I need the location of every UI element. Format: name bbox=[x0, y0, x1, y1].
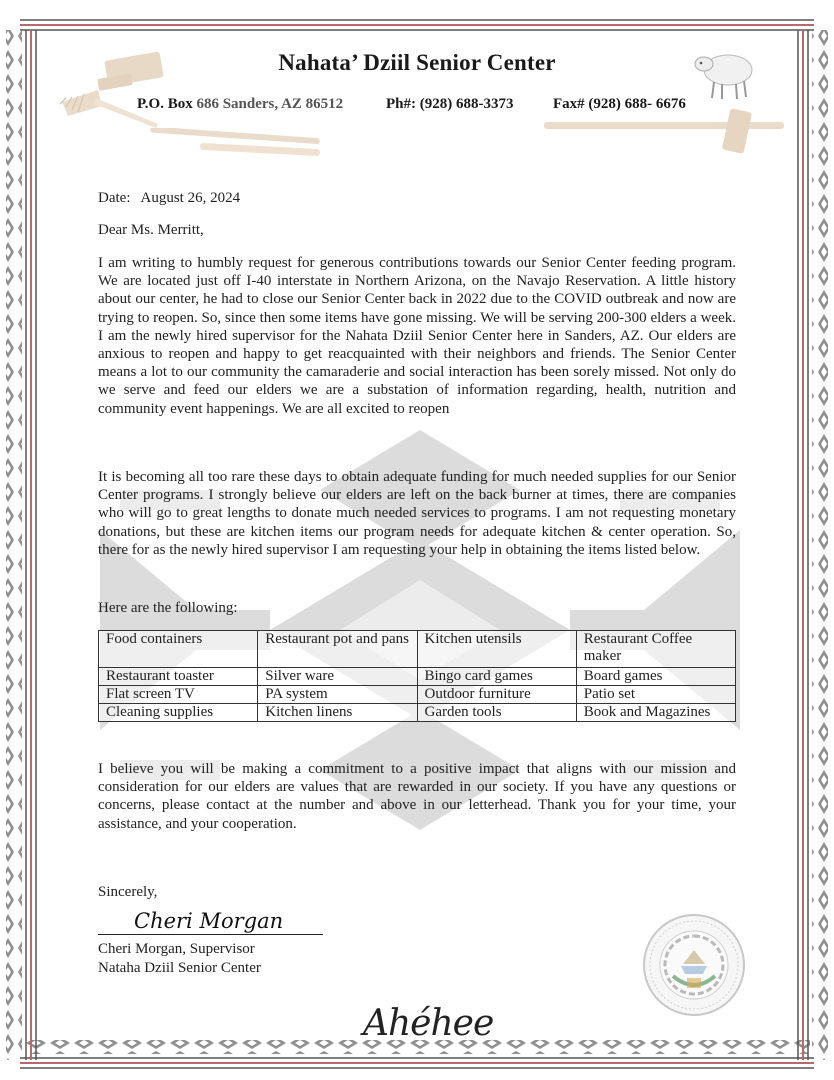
signature-line bbox=[98, 911, 323, 935]
table-cell: Book and Magazines bbox=[576, 704, 735, 722]
paragraph-funding bbox=[98, 468, 736, 559]
paragraph-commitment bbox=[98, 760, 736, 833]
signer-organization: Nataha Dziil Senior Center bbox=[98, 960, 261, 976]
letterhead-phone: Ph#: (928) 688-3373 bbox=[386, 96, 514, 112]
table-cell: Cleaning supplies bbox=[99, 704, 258, 722]
ahehee-thank-you-script: Ahéhee bbox=[363, 1003, 494, 1044]
table-cell: PA system bbox=[258, 686, 417, 704]
date-label: Date: bbox=[98, 190, 131, 206]
table-cell: Garden tools bbox=[417, 704, 576, 722]
letterhead-title: Nahata’ Dziil Senior Center bbox=[278, 50, 556, 75]
weaving-sticks-icon bbox=[130, 128, 330, 168]
table-cell: Restaurant Coffee maker bbox=[576, 631, 735, 668]
table-row bbox=[99, 668, 736, 686]
signature-underline bbox=[98, 934, 323, 935]
po-box-label: P.O. Box bbox=[137, 96, 193, 112]
table-cell: Silver ware bbox=[258, 668, 417, 686]
navajo-nation-seal-icon bbox=[641, 912, 747, 1018]
table-cell: Outdoor furniture bbox=[417, 686, 576, 704]
letterhead-fax: Fax# (928) 688- 6676 bbox=[553, 96, 686, 112]
table-cell: Bingo card games bbox=[417, 668, 576, 686]
po-box-address: 686 Sanders, AZ 86512 bbox=[196, 96, 344, 112]
table-row bbox=[99, 686, 736, 704]
table-cell: Patio set bbox=[576, 686, 735, 704]
table-cell: Kitchen utensils bbox=[417, 631, 576, 668]
paragraph-2-text: It is becoming all too rare these days to obtain adequate funding for much needed supplies for our Senior Center programs. I strongly believe our elders are left on the back burner at times, there are companies who will go to great lengths to donate much needed services to programs. I am not requesting monetary donations, but these are kitchen items our program needs for adequate kitchen & center operation. So, there for as the newly hired supervisor I am requesting your help in obtaining the items listed below. bbox=[98, 469, 736, 558]
paragraph-request bbox=[98, 254, 736, 418]
salutation: Dear Ms. Merritt, bbox=[98, 222, 204, 238]
letterhead-address bbox=[137, 96, 343, 113]
letter-date bbox=[98, 190, 240, 207]
items-table bbox=[98, 630, 736, 722]
paragraph-1-text: I am writing to humbly request for generous contributions towards our Senior Center feeding program. We are located just off I-40 interstate in Northern Arizona, on the Navajo Reservation. A little history about our center, he had to close our Senior Center back in 2022 due to the COVID outbreak and now are trying to reopen. So, since then some items have gone missing. We will be serving 200-300 elders a week. I am the newly hired supervisor for the Nahata Dziil Senior Center here in Sanders, AZ. Our elders are anxious to reopen and happy to get reacquainted with their neighbors and friends. The Senior Center means a lot to our community the camaraderie and social interaction has been sorely missed. Not only do we serve and feed our elders we are a substation of information regarding, health, nutrition and community event happenings. We are all excited to reopen bbox=[98, 255, 736, 417]
table-cell: Restaurant toaster bbox=[99, 668, 258, 686]
table-row bbox=[99, 704, 736, 722]
table-cell: Board games bbox=[576, 668, 735, 686]
table-cell: Kitchen linens bbox=[258, 704, 417, 722]
table-cell: Flat screen TV bbox=[99, 686, 258, 704]
paragraph-3-text: I believe you will be making a commitment to a positive impact that aligns with our mission and consideration for our elders are values that are rewarded in our society. If you have any questions or concerns, please contact at the number and above in our letterhead. Thank you for your time, your assistance, and your cooperation. bbox=[98, 761, 736, 832]
list-intro: Here are the following: bbox=[98, 600, 238, 616]
handwritten-signature: Cheri Morgan bbox=[134, 909, 284, 933]
table-cell: Food containers bbox=[99, 631, 258, 668]
signer-name-title: Cheri Morgan, Supervisor bbox=[98, 941, 255, 957]
table-row bbox=[99, 631, 736, 668]
closing: Sincerely, bbox=[98, 884, 158, 900]
date-value: August 26, 2024 bbox=[140, 190, 241, 206]
table-cell: Restaurant pot and pans bbox=[258, 631, 417, 668]
